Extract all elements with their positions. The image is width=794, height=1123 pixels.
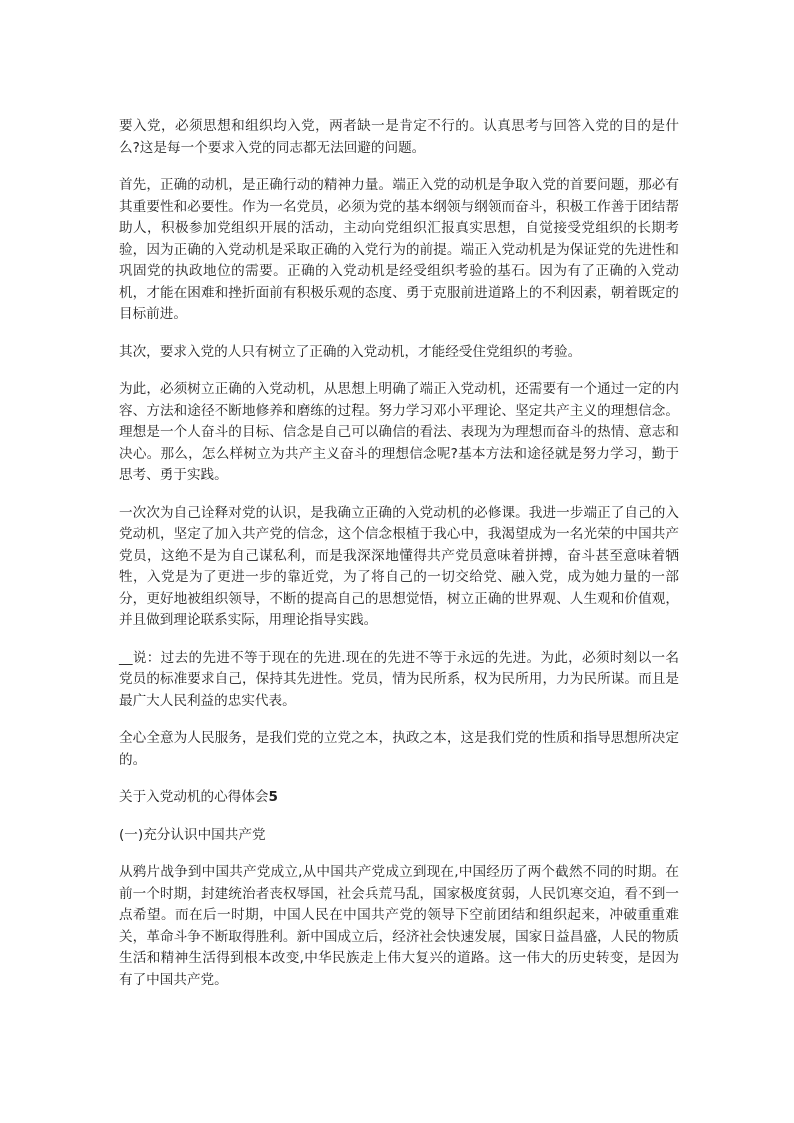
paragraph-history: 从鸦片战争到中国共产党成立,从中国共产党成立到现在,中国经历了两个截然不同的时期。在前一个时期，封建统治者丧权辱国，社会兵荒马乱，国家极度贫弱，人民饥寒交迫，看不到一点希望。而在后一时期，中国人民在中国共产党的领导下空前团结和组织起来，冲破重重难关，革命斗争不断取得胜利。新中国成立后，经济社会快速发展，国家日益昌盛，人民的物质生活和精神生活得到根本改变,中华民族走上伟大复兴的道路。这一伟大的历史转变，是因为有了中国共产党。 <box>119 864 679 988</box>
document-body <box>119 116 679 1007</box>
paragraph-self-understanding: 一次次为自己诠释对党的认识，是我确立正确的入党动机的必修课。我进一步端正了自己的入党动机，坚定了加入共产党的信念，这个信念根植于我心中，我渴望成为一名光荣的中国共产党员，这绝不是为自己谋私利，而是我深深地懂得共产党员意味着拼搏，奋斗甚至意味着牺牲，入党是为了更进一步的靠近党，为了将自己的一切交给党、融入党，成为她力量的一部分，更好地被组织领导，不断的提高自己的思想觉悟，树立正确的世界观、人生观和价值观，并且做到理论联系实际，用理论指导实践。 <box>119 504 679 628</box>
paragraph-quote: __说：过去的先进不等于现在的先进.现在的先进不等于永远的先进。为此，必须时刻以一名党员的标准要求自己，保持其先进性。党员，情为民所系，权为民所用，力为民所谋。而且是最广大人民利益的忠实代表。 <box>119 649 679 709</box>
paragraph-intro: 要入党，必须思想和组织均入党，两者缺一是肯定不行的。认真思考与回答入党的目的是什么?这是每一个要求入党的同志都无法回避的问题。 <box>119 118 679 156</box>
paragraph-motivation: 首先，正确的动机，是正确行动的精神力量。端正入党的动机是争取入党的首要问题，那必有其重要性和必要性。作为一名党员，必须为党的基本纲领与纲领而奋斗，积极工作善于团结帮助人，积极参加党组织开展的活动，主动向党组织汇报真实思想，自觉接受党组织的长期考验，因为正确的入党动机是采取正确的入党行为的前提。端正入党动机是为保证党的先进性和巩固党的执政地位的需要。正确的入党动机是经受组织考验的基石。因为有了正确的入党动机，才能在困难和挫折面前有积极乐观的态度、勇于克服前进道路上的不利因素，朝着既定的目标前进。 <box>119 177 679 322</box>
paragraph-serve-people: 全心全意为人民服务，是我们党的立党之本，执政之本，这是我们党的性质和指导思想所决定的。 <box>119 730 679 768</box>
section-heading-number: 5 <box>268 789 278 805</box>
subsection-heading: (一)充分认识中国共产党 <box>119 826 266 843</box>
paragraph-secondly: 其次，要求入党的人只有树立了正确的入党动机，才能经受住党组织的考验。 <box>119 343 582 360</box>
section-heading-text: 关于入党动机的心得体会 <box>119 789 269 805</box>
section-heading <box>119 787 679 809</box>
paragraph-therefore: 为此，必须树立正确的入党动机，从思想上明确了端正入党动机，还需要有一个通过一定的内容、方法和途径不断地修养和磨练的过程。努力学习邓小平理论、坚定共产主义的理想信念。理想是一个人奋斗的目标、信念是自己可以确信的看法、表现为为理想而奋斗的热情、意志和决心。那么，怎么样树立为共产主义奋斗的理想信念呢?基本方法和途径就是努力学习，勤于思考、勇于实践。 <box>119 381 679 483</box>
